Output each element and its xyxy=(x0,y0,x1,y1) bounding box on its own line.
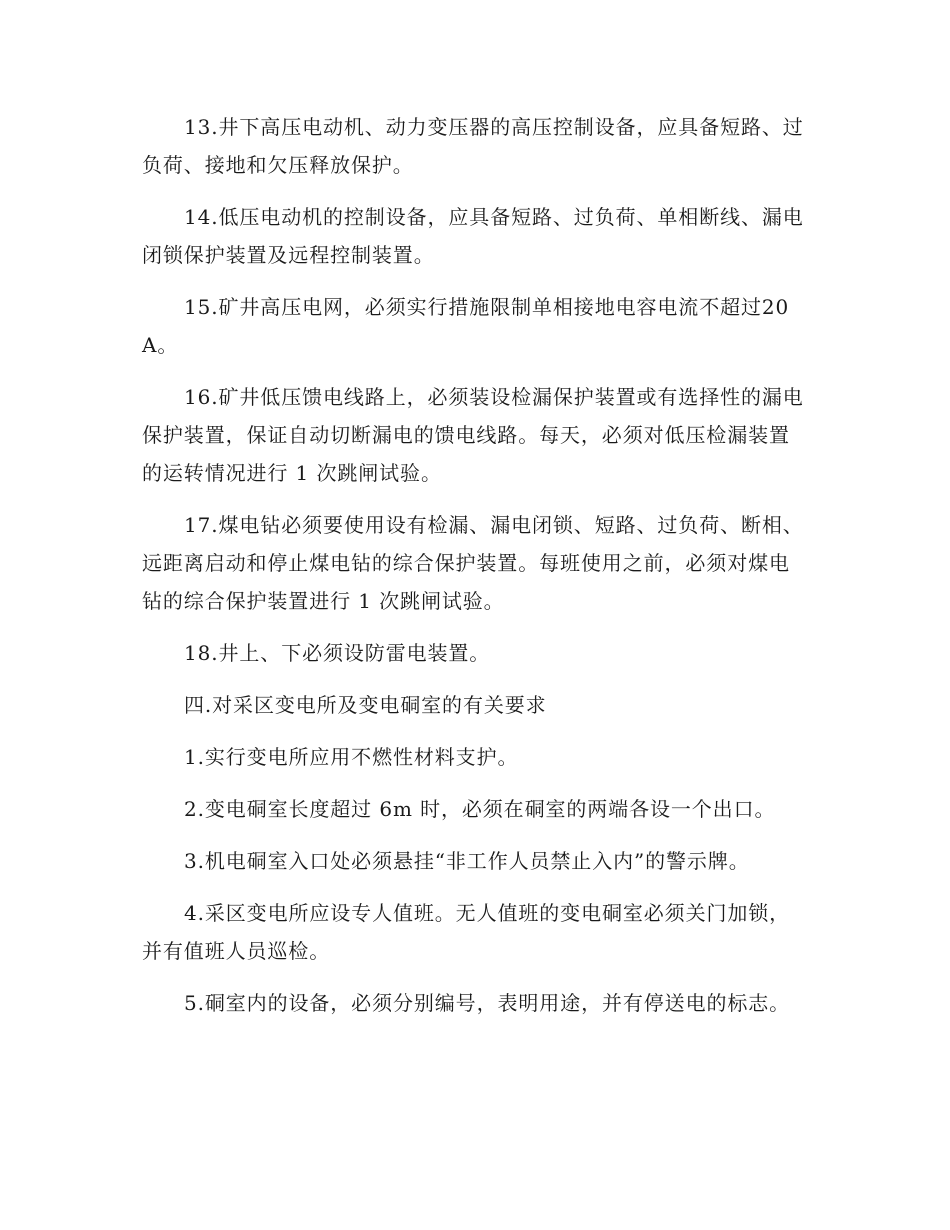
paragraph-item-13: 13.井下高压电动机、动力变压器的高压控制设备，应具备短路、过负荷、接地和欠压释放保护。 xyxy=(142,115,804,177)
paragraph-item-18: 18.井上、下必须设防雷电装置。 xyxy=(184,641,491,665)
paragraph-item-16: 16.矿井低压馈电线路上，必须装设检漏保护装置或有选择性的漏电保护装置，保证自动切断漏电的馈电线路。每天，必须对低压检漏装置的运转情况进行 1 次跳闸试验。 xyxy=(142,385,804,485)
paragraph-item-15: 15.矿井高压电网，必须实行措施限制单相接地电容电流不超过20A。 xyxy=(142,295,790,357)
paragraph-item-17: 17.煤电钻必须要使用设有检漏、漏电闭锁、短路、过负荷、断相、远距离启动和停止煤电钻的综合保护装置。每班使用之前，必须对煤电钻的综合保护装置进行 1 次跳闸试验。 xyxy=(142,513,804,613)
document-body xyxy=(142,108,810,1036)
section-item-2: 2.变电硐室长度超过 6m 时，必须在硐室的两端各设一个出口。 xyxy=(184,797,776,821)
section-heading-4: 四.对采区变电所及变电硐室的有关要求 xyxy=(184,693,547,717)
section-item-4: 4.采区变电所应设专人值班。无人值班的变电硐室必须关门加锁，并有值班人员巡检。 xyxy=(142,901,791,963)
paragraph-item-14: 14.低压电动机的控制设备，应具备短路、过负荷、单相断线、漏电闭锁保护装置及远程控制装置。 xyxy=(142,205,804,267)
section-item-3: 3.机电硐室入口处必须悬挂“非工作人员禁止入内”的警示牌。 xyxy=(184,849,750,873)
section-item-5: 5.硐室内的设备，必须分别编号，表明用途，并有停送电的标志。 xyxy=(184,991,791,1015)
section-item-1: 1.实行变电所应用不燃性材料支护。 xyxy=(184,745,519,769)
